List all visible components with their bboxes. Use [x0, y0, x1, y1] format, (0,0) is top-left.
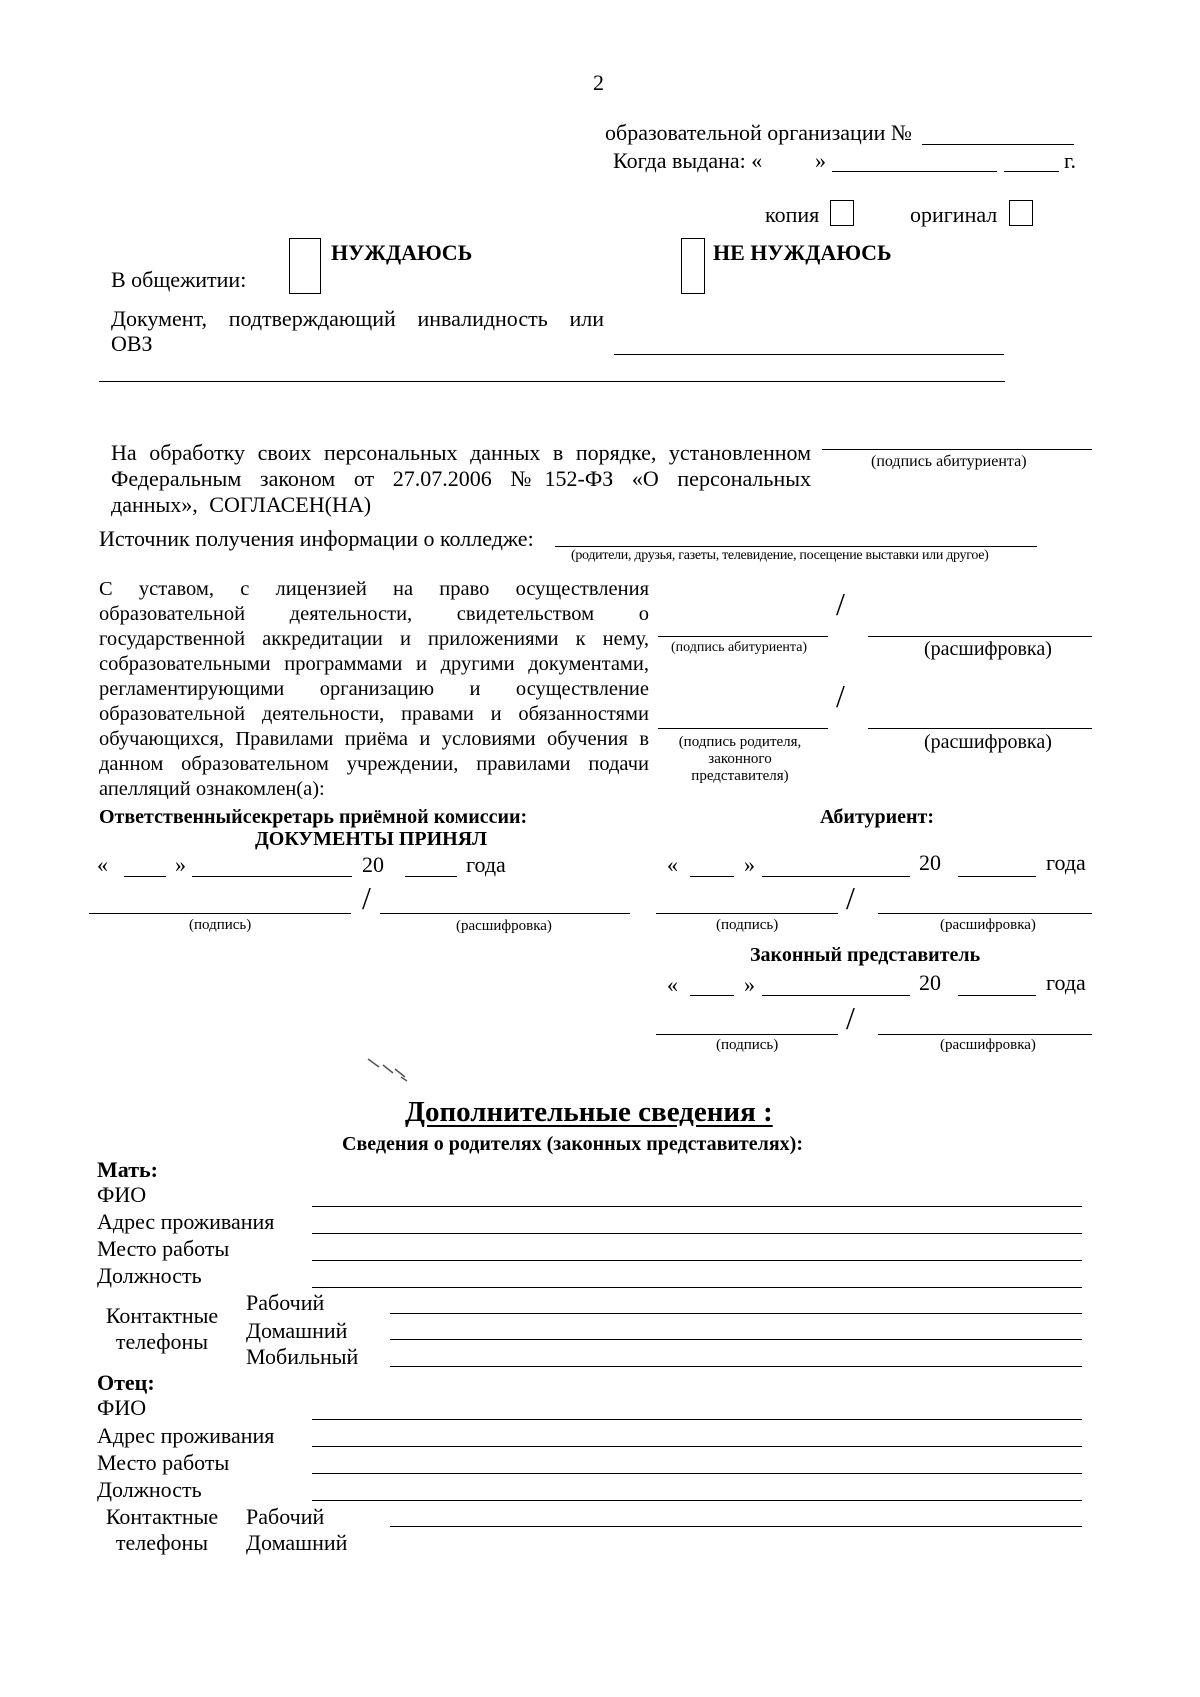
- parent-decode-field[interactable]: [868, 728, 1092, 729]
- slash-secretary: /: [362, 880, 371, 916]
- applicant-day-field[interactable]: [690, 876, 734, 877]
- applicant-quote-close: »: [744, 852, 755, 877]
- mother-phone-work-field[interactable]: [390, 1313, 1082, 1314]
- mother-address-field[interactable]: [312, 1233, 1082, 1234]
- father-work-label: Место работы: [97, 1450, 230, 1475]
- legal-rep-decode-caption: (расшифровка): [940, 1037, 1036, 1053]
- applicant-quote-open: «: [667, 852, 678, 877]
- issued-quote-close: »: [815, 148, 826, 173]
- father-title: Отец:: [97, 1370, 155, 1395]
- father-contacts-label: Контактные телефоны: [105, 1504, 219, 1555]
- secretary-year-field[interactable]: [405, 876, 457, 877]
- mother-phone-mobile-label: Мобильный: [246, 1344, 359, 1369]
- mother-fio-field[interactable]: [312, 1206, 1082, 1207]
- legal-rep-title: Законный представитель: [750, 944, 981, 966]
- applicant-decode-caption: (расшифровка): [924, 638, 1052, 660]
- disability-document-label-2: ОВЗ: [111, 331, 153, 356]
- parent-decode-caption: (расшифровка): [924, 731, 1052, 753]
- personal-data-consent-3: данных», СОГЛАСЕН(НА): [111, 492, 372, 517]
- father-fio-field[interactable]: [312, 1419, 1082, 1420]
- copy-label: копия: [765, 202, 820, 227]
- info-source-label: Источник получения информации о колледже:: [99, 526, 534, 551]
- need-dormitory-label: НУЖДАЮСЬ: [331, 240, 473, 265]
- original-checkbox[interactable]: [1009, 200, 1033, 226]
- slash-parent: /: [836, 678, 845, 714]
- applicant-year-prefix: 20: [919, 850, 941, 875]
- legal-rep-year-prefix: 20: [919, 970, 941, 995]
- org-number-field[interactable]: [922, 144, 1074, 145]
- dormitory-label: В общежитии:: [111, 267, 247, 292]
- slash-applicant: /: [836, 586, 845, 622]
- parents-info-subtitle: Сведения о родителях (законных представителях):: [342, 1133, 803, 1155]
- page-number: 2: [593, 70, 604, 95]
- consent-signature-caption: (подпись абитуриента): [871, 453, 1027, 470]
- legal-rep-year-field[interactable]: [958, 995, 1036, 996]
- applicant-month-field[interactable]: [762, 876, 910, 877]
- applicant-final-decode-caption: (расшифровка): [940, 917, 1036, 933]
- mother-phone-home-label: Домашний: [246, 1318, 348, 1343]
- disability-document-field[interactable]: [614, 354, 1004, 355]
- org-number-label: образовательной организации №: [605, 120, 912, 145]
- secretary-title: Ответственныйсекретарь приёмной комиссии:: [99, 806, 528, 828]
- parent-signature-field[interactable]: [658, 728, 828, 729]
- copy-checkbox[interactable]: [830, 200, 854, 226]
- mother-fio-label: ФИО: [97, 1182, 147, 1207]
- need-dormitory-checkbox[interactable]: [289, 238, 321, 294]
- secretary-decode-field[interactable]: [380, 913, 630, 914]
- father-position-field[interactable]: [312, 1500, 1082, 1501]
- mother-position-label: Должность: [97, 1263, 202, 1288]
- secretary-quote-close: »: [175, 852, 186, 877]
- legal-rep-day-field[interactable]: [690, 995, 734, 996]
- info-source-caption: (родители, друзья, газеты, телевидение, посещение выставки или другое): [571, 548, 989, 563]
- additional-info-title: Дополнительные сведения :: [405, 1096, 773, 1128]
- year-suffix: г.: [1064, 148, 1077, 173]
- mother-work-field[interactable]: [312, 1260, 1082, 1261]
- father-work-field[interactable]: [312, 1473, 1082, 1474]
- legal-rep-year-word: года: [1046, 970, 1086, 995]
- legal-rep-quote-close: »: [744, 972, 755, 997]
- slash-applicant-2: /: [846, 880, 855, 916]
- legal-rep-signature-field[interactable]: [656, 1034, 838, 1035]
- father-position-label: Должность: [97, 1477, 202, 1502]
- personal-data-consent: На обработку своих персональных данных в порядке, установленном Федеральным законом от 27.07.2006 №152-ФЗ «О персональных: [111, 440, 811, 491]
- applicant-decode-field[interactable]: [868, 636, 1092, 637]
- documents-accepted: ДОКУМЕНТЫ ПРИНЯЛ: [255, 828, 488, 850]
- scan-mark-decoration: [365, 1055, 425, 1085]
- secretary-decode-caption: (расшифровка): [456, 918, 552, 934]
- no-need-dormitory-checkbox[interactable]: [681, 238, 705, 294]
- father-phone-home-label: Домашний: [246, 1530, 348, 1555]
- applicant-year-word: года: [1046, 850, 1086, 875]
- applicant-signature-caption: (подпись абитуриента): [671, 640, 808, 655]
- mother-phone-home-field[interactable]: [390, 1339, 1082, 1340]
- applicant-final-decode-field[interactable]: [878, 913, 1092, 914]
- issued-month-field[interactable]: [832, 171, 997, 172]
- applicant-title: Абитуриент:: [820, 806, 935, 828]
- secretary-signature-field[interactable]: [89, 913, 351, 914]
- disability-document-field-2[interactable]: [99, 381, 1005, 382]
- issued-label: Когда выдана: «: [613, 148, 763, 173]
- secretary-month-field[interactable]: [192, 876, 352, 877]
- applicant-signature-field[interactable]: [658, 636, 828, 637]
- legal-rep-month-field[interactable]: [762, 995, 910, 996]
- secretary-quote-open: «: [97, 852, 108, 877]
- disability-document-label: Документ, подтверждающий инвалидность или: [111, 306, 604, 331]
- slash-legal-rep: /: [846, 1000, 855, 1036]
- charter-acknowledgement: С уставом, с лицензией на право осуществления образовательной деятельности, свидетельством о государственной аккредитации и приложениями к нему, собразовательными программами и другими документами, регламентирующими организацию и осуществление образовательной деятельности, правами и обязанностями обучающихся, Правилами приёма и условиями обучения в данном образовательном учреждении, правилами подачи апелляций ознакомлен(а):: [99, 578, 649, 800]
- issued-year-field[interactable]: [1004, 171, 1059, 172]
- father-phone-work-label: Рабочий: [246, 1504, 325, 1529]
- father-fio-label: ФИО: [97, 1395, 147, 1420]
- father-address-label: Адрес проживания: [97, 1423, 275, 1448]
- father-phone-work-field[interactable]: [390, 1526, 1082, 1527]
- mother-contacts-label: Контактные телефоны: [105, 1303, 219, 1354]
- mother-work-label: Место работы: [97, 1236, 230, 1261]
- father-address-field[interactable]: [312, 1446, 1082, 1447]
- applicant-final-signature-caption: (подпись): [716, 917, 779, 933]
- secretary-year-prefix: 20: [362, 852, 384, 877]
- legal-rep-decode-field[interactable]: [878, 1034, 1092, 1035]
- original-label: оригинал: [910, 202, 998, 227]
- secretary-year-word: года: [466, 852, 506, 877]
- legal-rep-quote-open: «: [667, 972, 678, 997]
- mother-phone-mobile-field[interactable]: [390, 1366, 1082, 1367]
- info-source-field[interactable]: [555, 546, 1037, 547]
- parent-signature-caption: (подпись родителя, законного представителя): [678, 734, 802, 784]
- mother-position-field[interactable]: [312, 1287, 1082, 1288]
- secretary-day-field[interactable]: [124, 876, 166, 877]
- applicant-final-signature-field[interactable]: [656, 913, 838, 914]
- legal-rep-signature-caption: (подпись): [716, 1037, 779, 1053]
- secretary-signature-caption: (подпись): [189, 917, 252, 933]
- mother-phone-work-label: Рабочий: [246, 1290, 325, 1315]
- mother-title: Мать:: [97, 1157, 158, 1182]
- consent-signature-field[interactable]: [822, 449, 1092, 450]
- mother-address-label: Адрес проживания: [97, 1209, 275, 1234]
- applicant-year-field[interactable]: [958, 876, 1036, 877]
- no-need-dormitory-label: НЕ НУЖДАЮСЬ: [713, 240, 892, 265]
